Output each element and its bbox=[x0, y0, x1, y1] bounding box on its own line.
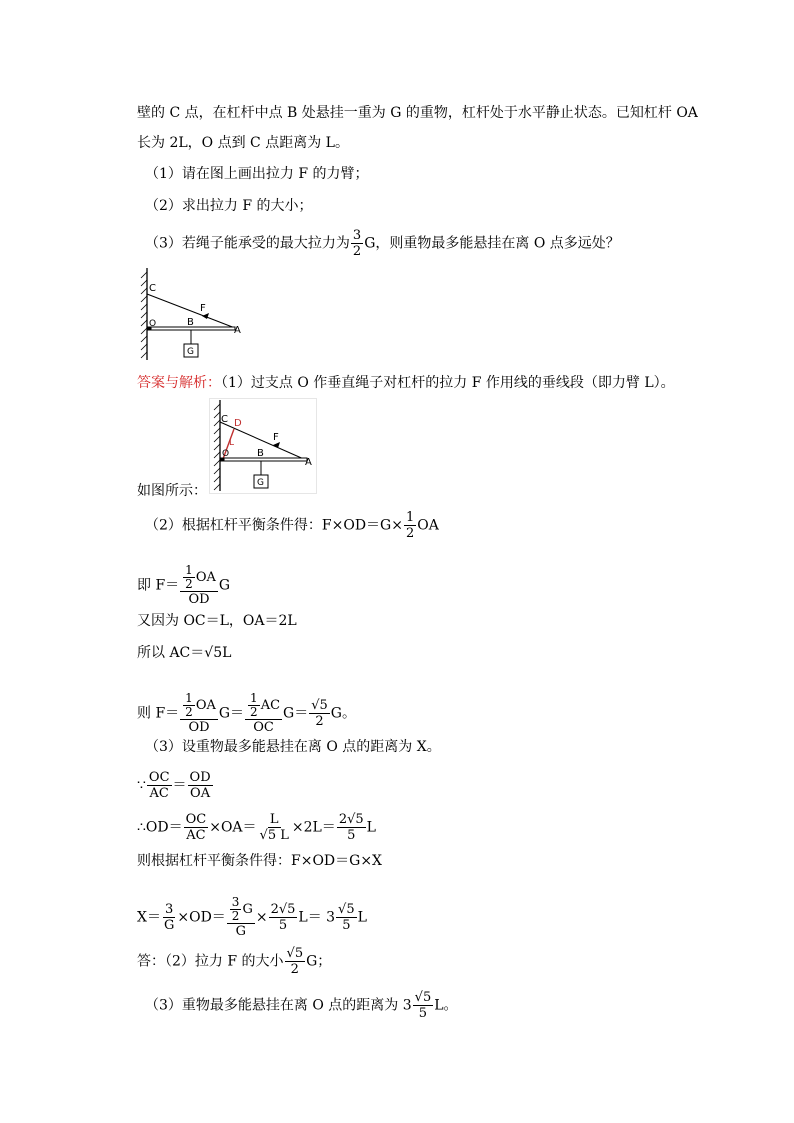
question-1: （1）请在图上画出拉力 F 的力臂； bbox=[145, 166, 369, 182]
answer-summary-2: 答：（2）拉力 F 的大小 $\frac{√5}{2}$ G； bbox=[137, 946, 332, 977]
fraction-3-over-2: $\frac{3}{2}$ bbox=[352, 228, 362, 259]
figure-caption: 如图所示： bbox=[137, 483, 207, 499]
label-o: O bbox=[149, 319, 157, 329]
lever-diagram bbox=[139, 266, 251, 362]
label-d: D bbox=[234, 418, 242, 429]
lever-arm-diagram bbox=[209, 398, 317, 494]
label-f-2: F bbox=[273, 432, 279, 443]
balance-line: 则根据杠杆平衡条件得：F×OD＝G×X bbox=[137, 853, 383, 869]
label-b-2: B bbox=[257, 448, 264, 459]
problem-line-2: 长为 2L，O 点到 C 点距离为 L。 bbox=[137, 135, 349, 151]
given-line: 又因为 OC＝L，OA＝2L bbox=[137, 613, 297, 629]
label-c: C bbox=[149, 283, 156, 294]
label-l: L bbox=[229, 438, 235, 448]
label-g-2: G bbox=[257, 478, 264, 488]
answer-summary-3: （3）重物最多能悬挂在离 O 点的距离为 3 $\frac{√5}{5}$ L。 bbox=[145, 990, 458, 1021]
label-g: G bbox=[187, 347, 194, 357]
question-3: （3）若绳子能承受的最大拉力为 $\frac{3}{2}$ G，则重物最多能悬挂在离 O 点多远处？ bbox=[145, 228, 620, 259]
formula-ac: 所以 AC＝√5L bbox=[137, 645, 232, 661]
label-b: B bbox=[187, 317, 194, 328]
formula-x: X＝ $\frac{3}{G}$ ×OD＝ $\frac{3}{2}$ G G × $\frac{2√5}{5}$ L＝ 3 $\frac{√5}{5}$ L bbox=[137, 895, 367, 939]
label-o-2: O bbox=[222, 449, 230, 459]
formula-od: ∴OD＝ $\frac{OC}{AC}$ ×OA＝ $\frac{L}{√5 L}$ ×2L＝ $\frac{2√5}{5}$ L bbox=[137, 812, 376, 843]
answer-step-2: （2）根据杠杆平衡条件得：F×OD＝G× $\frac{1}{2}$ OA bbox=[145, 510, 439, 541]
answer-step-1: 答案与解析：（1）过支点 O 作垂直绳子对杠杆的拉力 F 作用线的垂线段（即力臂 L）。 bbox=[137, 375, 675, 391]
formula-ratio: ∵ $\frac{OC}{AC}$ ＝ $\frac{OD}{OA}$ bbox=[137, 770, 211, 801]
question-2: （2）求出拉力 F 的大小； bbox=[145, 198, 313, 214]
lever-bar-2 bbox=[221, 458, 307, 461]
label-c-2: C bbox=[221, 414, 228, 425]
problem-line-1: 壁的 C 点，在杠杆中点 B 处悬挂一重为 G 的重物，杠杆处于水平静止状态。已知杠杆 OA bbox=[137, 105, 698, 121]
label-a-2: A bbox=[305, 457, 312, 468]
label-f: F bbox=[200, 303, 206, 314]
formula-f-result: 则 F＝ $\frac{1}{2}$ OA OD G＝ $\frac{1}{2}$ AC OC G＝ $\frac{√5}{2}$ G。 bbox=[137, 691, 356, 735]
formula-ji: 即 F＝ $\frac{1}{2}$ OA OD G bbox=[137, 563, 231, 607]
answer-heading: 答案与解析： bbox=[137, 375, 221, 391]
label-a: A bbox=[234, 325, 241, 336]
answer-step-3: （3）设重物最多能悬挂在离 O 点的距离为 X。 bbox=[145, 739, 441, 755]
